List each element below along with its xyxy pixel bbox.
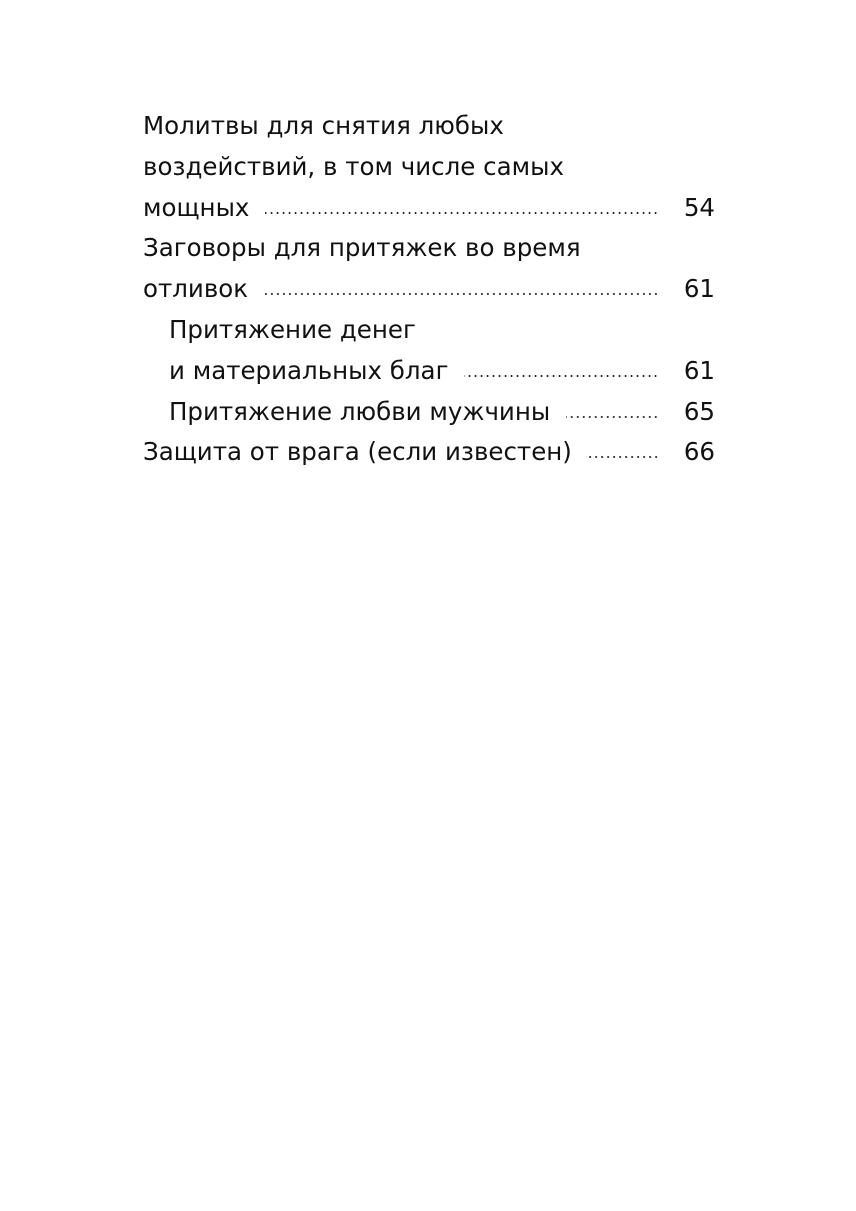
toc-page-number: 61 bbox=[683, 274, 715, 304]
toc-entry-title-line: Притяжение любви мужчины bbox=[169, 396, 551, 426]
toc-entry-title-line: Притяжение денег bbox=[169, 314, 416, 344]
toc-page-number: 54 bbox=[683, 192, 715, 222]
dot-leader bbox=[464, 375, 659, 377]
toc-page-number: 61 bbox=[683, 355, 715, 385]
toc-entry-title-line: воздействий, в том числе самых bbox=[143, 151, 564, 181]
toc-entry bbox=[143, 432, 715, 473]
toc-entry bbox=[143, 228, 715, 310]
toc-page-number: 65 bbox=[683, 396, 715, 426]
toc-entry-title-line: отливок bbox=[143, 274, 249, 304]
dot-leader bbox=[566, 416, 659, 418]
table-of-contents bbox=[143, 106, 715, 473]
dot-leader bbox=[588, 456, 659, 458]
toc-entry-title-line: Защита от врага (если известен) bbox=[143, 437, 572, 467]
toc-page-number: 66 bbox=[683, 437, 715, 467]
dot-leader bbox=[264, 293, 659, 295]
toc-entry-title-line: и материальных благ bbox=[169, 355, 449, 385]
toc-subentry bbox=[143, 310, 715, 392]
toc-subentry bbox=[143, 392, 715, 433]
toc-entry bbox=[143, 106, 715, 228]
toc-entry-title-line: Молитвы для снятия любых bbox=[143, 111, 504, 140]
dot-leader bbox=[265, 212, 659, 214]
toc-entry-title-line: мощных bbox=[143, 192, 250, 222]
toc-entry-title-line: Заговоры для притяжек во время bbox=[143, 233, 581, 263]
